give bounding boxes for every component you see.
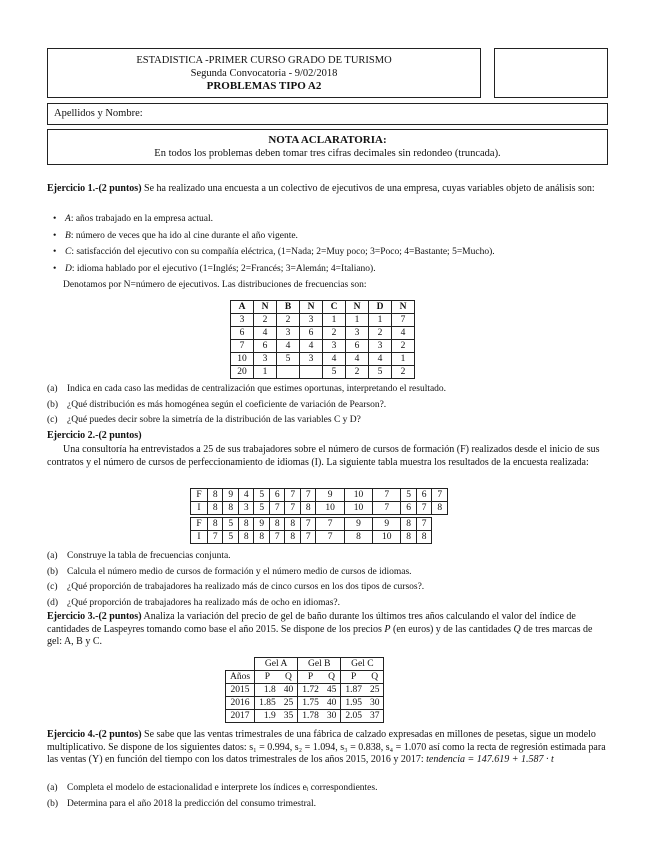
question-item (47, 581, 609, 594)
note-box (47, 129, 608, 165)
table-cell: 6 (269, 489, 285, 502)
table-cell: 3 (369, 340, 392, 353)
table-cell: 6 (254, 340, 277, 353)
question-text: ¿Qué distribución es más homogénea según el coeficiente de variación de Pearson?. (67, 399, 387, 410)
ex4-intro-text: Se sabe que las ventas trimestrales de una fábrica de calzado expresadas en millones de pesetas, sigue un modelo multiplicativo. Se dispone de los siguientes datos: s₁ = 0.994, s₂ = 1.094, s₃ = 0.838, s₄ = 1.070 así como la recta de regresión estimada para las ventas (Y) en función del tiempo con los datos trimestrales de los años 2015, 2016 y 2017: (47, 729, 606, 765)
question-text: ¿Qué proporción de trabajadores ha realizado más de ocho en idiomas?. (67, 597, 341, 608)
table-cell: 2 (277, 314, 300, 327)
table-cell: 2 (392, 340, 415, 353)
column-header: N (300, 301, 323, 314)
table-cell: 2 (346, 366, 369, 379)
table-cell: 7 (316, 518, 344, 531)
table-cell: 4 (300, 340, 323, 353)
table-cell: 6 (416, 489, 432, 502)
table-cell: 2015 (226, 684, 255, 697)
question-text: Indica en cada caso las medidas de centralización que estimes oportunas, interpretando el resultado. (67, 384, 447, 394)
question-item (47, 399, 609, 412)
table-cell: 7 (373, 502, 401, 515)
question-text: Construye la tabla de frecuencias conjunta. (67, 551, 231, 561)
frequency-table-ex1 (230, 300, 415, 379)
table-cell: 3 (231, 314, 254, 327)
years-header: Años (226, 671, 255, 684)
table-cell: 7 (269, 531, 285, 544)
table-cell: 3 (238, 502, 254, 515)
header-line-1: ESTADISTICA -PRIMER CURSO GRADO DE TURISMO (136, 55, 392, 66)
table-cell: 5 (254, 489, 270, 502)
table-cell: 1.78 (298, 710, 323, 723)
table-cell: 2.05 (341, 710, 366, 723)
header-line-3: PROBLEMAS TIPO A2 (206, 80, 322, 92)
table-cell: 6 (231, 327, 254, 340)
column-header: N (254, 301, 277, 314)
table-cell: 3 (277, 327, 300, 340)
table-cell: 1.72 (298, 684, 323, 697)
ex3-text-2: (en euros) y de las cantidades (390, 623, 514, 635)
table-cell: 8 (416, 531, 432, 544)
ex4-questions (47, 782, 609, 813)
group-header: Gel B (298, 658, 341, 671)
variable-desc: : satisfacción del ejecutivo con su compañía eléctrica, (1=Nada; 2=Muy poco; 3=Poco; 4=Bastante; 5=Mucho). (71, 247, 495, 257)
table-row (191, 502, 448, 515)
table-cell: 10 (373, 531, 401, 544)
ex3-heading: Ejercicio 3.-(2 puntos) (47, 611, 142, 622)
table-cell: 5 (323, 366, 346, 379)
ex2-heading: Ejercicio 2.-(2 puntos) (47, 430, 142, 441)
table-cell: F (191, 489, 208, 502)
ex3-p-symbol: P (384, 623, 391, 635)
ex2-intro: Una consultoría ha entrevistados a 25 de sus trabajadores sobre el número de cursos de formación (F) realizados desde el inicio de sus contratos y el número de cursos de perfeccionamiento de idiomas (I). La siguiente tabla muestra los resultados de la encuesta realizada: (47, 444, 600, 468)
variable-key: B (65, 230, 71, 241)
table-cell (300, 366, 323, 379)
ex4-heading: Ejercicio 4.-(2 puntos) (47, 729, 142, 740)
ex4-intro (47, 729, 609, 767)
table-cell: 3 (346, 327, 369, 340)
table-cell: 2 (369, 327, 392, 340)
table-cell: 4 (392, 327, 415, 340)
variable-item (47, 230, 609, 243)
table-cell: 1.95 (341, 697, 366, 710)
table-cell: 8 (285, 518, 301, 531)
ex1-intro (47, 183, 609, 196)
table-cell: 25 (280, 697, 298, 710)
table-cell: 2 (323, 327, 346, 340)
variable-desc: : idioma hablado por el ejecutivo (1=Inglés; 2=Francés; 3=Alemán; 4=Italiano). (71, 263, 376, 274)
table-cell: 6 (401, 502, 417, 515)
survey-table-ex2 (190, 488, 448, 544)
table-cell: 7 (300, 518, 316, 531)
table-cell: 9 (344, 518, 372, 531)
q-header: Q (323, 671, 341, 684)
table-cell: I (191, 531, 208, 544)
table-cell: 5 (277, 353, 300, 366)
column-header: A (231, 301, 254, 314)
table-cell: 9 (254, 518, 270, 531)
ex1-questions (47, 383, 609, 430)
table-cell: F (191, 518, 208, 531)
table-cell: 1.8 (255, 684, 280, 697)
group-header: Gel A (255, 658, 298, 671)
column-header: N (346, 301, 369, 314)
table-row (231, 314, 415, 327)
table-cell: 7 (269, 502, 285, 515)
table-cell: 3 (300, 314, 323, 327)
table-cell: 1 (369, 314, 392, 327)
table-row (191, 489, 448, 502)
name-label: Apellidos y Nombre: (54, 108, 143, 119)
table-cell (432, 531, 448, 544)
table-row (231, 340, 415, 353)
column-header: D (369, 301, 392, 314)
ex1-intro-text: Se ha realizado una encuesta a un colectivo de ejecutivos de una empresa, cuyas variables objeto de análisis son: (141, 183, 595, 194)
table-cell: 30 (366, 697, 384, 710)
table-cell: 5 (223, 531, 239, 544)
table-row (191, 518, 448, 531)
ex3-text-3: de tres marcas de gel: A, B y C. (47, 623, 593, 647)
table-cell: 9 (373, 518, 401, 531)
table-cell: 1 (392, 353, 415, 366)
header-line-2: Segunda Convocatoria - 9/02/2018 (190, 68, 338, 79)
table-cell: 8 (285, 531, 301, 544)
ex1-denote: Denotamos por N=número de ejecutivos. Las distribuciones de frecuencias son: (63, 280, 367, 290)
question-label: (b) (47, 798, 59, 809)
question-item (47, 597, 609, 610)
table-cell: 7 (373, 489, 401, 502)
table-cell: 10 (344, 489, 372, 502)
table-row (226, 710, 384, 723)
question-label: (d) (47, 597, 59, 608)
variable-desc: : años trabajado en la empresa actual. (70, 214, 213, 224)
variable-key: D (65, 263, 72, 274)
table-cell: 7 (300, 489, 316, 502)
p-header: P (341, 671, 366, 684)
ex1-variables (47, 213, 609, 279)
table-cell: 8 (207, 489, 223, 502)
table-cell: 5 (223, 518, 239, 531)
table-cell: 2 (254, 314, 277, 327)
table-cell: 5 (401, 489, 417, 502)
column-header: N (392, 301, 415, 314)
group-header-row (226, 658, 384, 671)
table-cell (277, 366, 300, 379)
table-cell: 40 (323, 697, 341, 710)
table-row (231, 353, 415, 366)
ex3-text-1: Analiza la variación del precio de gel de baño durante los últimos tres años calculando el valor del índice de cantidades de Laspeyres tomando como base el año 2015. Se dispone de los precios (47, 611, 576, 635)
table-cell: 25 (366, 684, 384, 697)
question-label: (b) (47, 399, 59, 410)
variable-key: C (65, 247, 72, 257)
q-header: Q (280, 671, 298, 684)
table-cell: 3 (254, 353, 277, 366)
table-cell (432, 518, 448, 531)
ex1-heading: Ejercicio 1.-(2 puntos) (47, 183, 142, 194)
table-cell: 37 (366, 710, 384, 723)
note-text: En todos los problemas deben tomar tres cifras decimales sin redondeo (truncada). (154, 148, 501, 159)
question-item (47, 782, 609, 795)
table-cell: 2017 (226, 710, 255, 723)
table-cell: 8 (344, 531, 372, 544)
ex2-heading-line (47, 430, 609, 443)
table-cell: 7 (432, 489, 448, 502)
table-cell: 7 (316, 531, 344, 544)
table-cell: 9 (316, 489, 344, 502)
table-cell: 8 (254, 531, 270, 544)
question-item (47, 550, 609, 563)
note-title: NOTA ACLARATORIA: (268, 134, 387, 146)
table-cell: 10 (231, 353, 254, 366)
table-cell: 8 (207, 518, 223, 531)
table-cell: 7 (285, 502, 301, 515)
name-box (47, 103, 608, 125)
ex3-intro (47, 611, 609, 649)
table-cell: 8 (401, 531, 417, 544)
q-header: Q (366, 671, 384, 684)
table-cell: 4 (369, 353, 392, 366)
question-item (47, 414, 609, 427)
variable-item (47, 246, 609, 259)
question-item (47, 566, 609, 579)
question-label: (a) (47, 783, 58, 793)
table-cell: 1 (346, 314, 369, 327)
variable-key: A (65, 214, 71, 224)
table-row (226, 697, 384, 710)
table-cell: 4 (346, 353, 369, 366)
table-cell: 2016 (226, 697, 255, 710)
table-row (226, 684, 384, 697)
table-cell: 7 (416, 518, 432, 531)
table-cell: 1.9 (255, 710, 280, 723)
table-cell: 8 (300, 502, 316, 515)
table-cell: 5 (254, 502, 270, 515)
pq-header-row (226, 671, 384, 684)
table-cell: 10 (316, 502, 344, 515)
table-row (231, 327, 415, 340)
price-quantity-table-ex3 (225, 657, 384, 723)
table-cell: 5 (369, 366, 392, 379)
table-cell: I (191, 502, 208, 515)
table-cell: 7 (285, 489, 301, 502)
table-cell: 8 (207, 502, 223, 515)
ex4-trend-equation: tendencia = 147.619 + 1.587 · t (426, 754, 554, 765)
question-label: (a) (47, 551, 58, 561)
variable-desc: : número de veces que ha ido al cine durante el año vigente. (70, 230, 298, 241)
question-text: ¿Qué puedes decir sobre la simetría de la distribución de las variables C y D? (67, 415, 361, 425)
table-cell: 35 (280, 710, 298, 723)
table-cell: 3 (300, 353, 323, 366)
table-cell: 9 (223, 489, 239, 502)
table-cell: 1.75 (298, 697, 323, 710)
table-cell: 8 (401, 518, 417, 531)
question-text: Determina para el año 2018 la predicción del consumo trimestral. (67, 798, 317, 809)
table-cell: 6 (300, 327, 323, 340)
table-row (231, 366, 415, 379)
table-cell: 4 (277, 340, 300, 353)
variable-item (47, 263, 609, 276)
column-header: C (323, 301, 346, 314)
ex3-q-symbol: Q (513, 623, 521, 635)
exam-header (47, 48, 481, 98)
table-cell: 8 (269, 518, 285, 531)
table-cell: 8 (432, 502, 448, 515)
table-cell: 3 (323, 340, 346, 353)
question-label: (a) (47, 384, 58, 394)
question-item (47, 383, 609, 396)
table-cell: 6 (346, 340, 369, 353)
table-cell: 7 (231, 340, 254, 353)
question-text: ¿Qué proporción de trabajadores ha realizado más de cinco cursos en los dos tipos de cursos?. (67, 582, 425, 592)
table-cell: 4 (254, 327, 277, 340)
question-text: Completa el modelo de estacionalidad e interprete los índices eᵢ correspondientes. (67, 783, 378, 793)
table-cell: 8 (223, 502, 239, 515)
table-cell: 45 (323, 684, 341, 697)
table-cell: 1 (254, 366, 277, 379)
question-label: (c) (47, 582, 58, 592)
group-header: Gel C (341, 658, 384, 671)
question-item (47, 798, 609, 811)
table-cell: 1 (323, 314, 346, 327)
table-cell: 7 (207, 531, 223, 544)
table-cell: 4 (323, 353, 346, 366)
p-header: P (255, 671, 280, 684)
ex2-questions (47, 550, 609, 612)
question-text: Calcula el número medio de cursos de formación y el número medio de cursos de idiomas. (67, 566, 412, 577)
table-cell: 40 (280, 684, 298, 697)
question-label: (b) (47, 566, 59, 577)
table-cell: 30 (323, 710, 341, 723)
question-label: (c) (47, 415, 58, 425)
table-cell: 2 (392, 366, 415, 379)
table-cell: 4 (238, 489, 254, 502)
table-cell: 1.87 (341, 684, 366, 697)
table-cell: 8 (238, 531, 254, 544)
table-cell: 10 (344, 502, 372, 515)
p-header: P (298, 671, 323, 684)
variable-item (47, 213, 609, 226)
table-header-row (231, 301, 415, 314)
blank-cell (226, 658, 255, 671)
table-row (191, 531, 448, 544)
table-cell: 7 (300, 531, 316, 544)
table-cell: 8 (238, 518, 254, 531)
table-cell: 20 (231, 366, 254, 379)
table-cell: 7 (416, 502, 432, 515)
table-cell: 1.85 (255, 697, 280, 710)
table-cell: 7 (392, 314, 415, 327)
column-header: B (277, 301, 300, 314)
grade-box (494, 48, 608, 98)
